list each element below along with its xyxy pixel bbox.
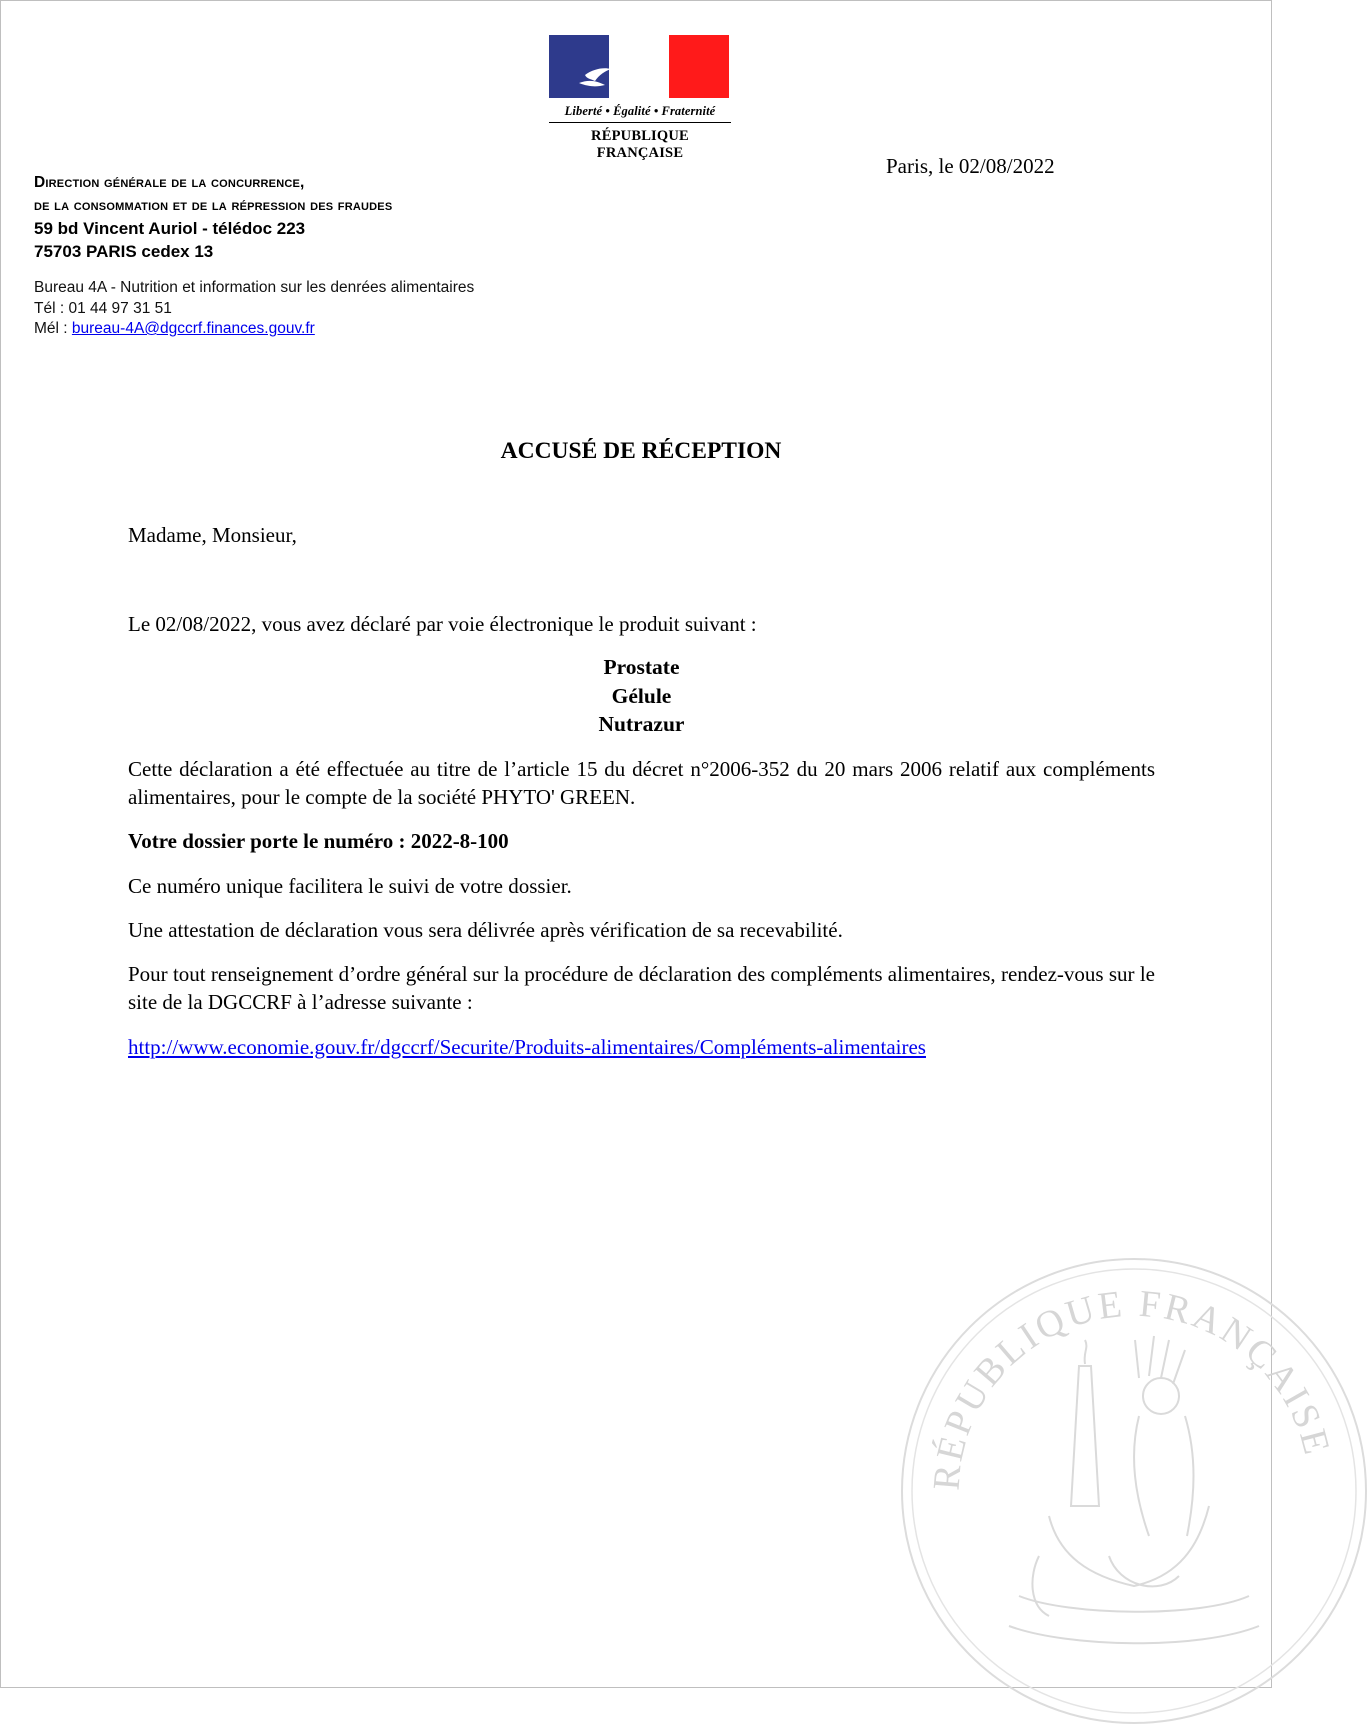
product-name: Prostate <box>603 655 680 679</box>
intro-paragraph: Le 02/08/2022, vous avez déclaré par voie électronique le produit suivant : <box>128 612 757 636</box>
bureau-email-line <box>34 319 474 340</box>
dossier-number: Votre dossier porte le numéro : 2022-8-100 <box>128 829 509 853</box>
sender-line-3: 59 bd Vincent Auriol - télédoc 223 <box>34 219 306 238</box>
logo-motto: Liberté • Égalité • Fraternité <box>564 104 716 118</box>
bureau-email-link[interactable]: bureau-4A@dgccrf.finances.gouv.fr <box>71 320 315 337</box>
unique-number-paragraph: Ce numéro unique facilitera le suivi de votre dossier. <box>128 874 572 898</box>
republique-francaise-logo <box>549 35 731 162</box>
letter-date: Paris, le 02/08/2022 <box>886 154 1055 178</box>
product-block <box>128 653 1155 739</box>
seal-text: RÉPUBLIQUE FRANÇAISE <box>925 1282 1339 1492</box>
product-brand: Nutrazur <box>598 712 685 736</box>
sender-line-2: de la consommation et de la répression des fraudes <box>34 197 393 214</box>
sender-line-1: Direction générale de la concurrence, <box>34 174 305 191</box>
dgccrf-url-link[interactable]: http://www.economie.gouv.fr/dgccrf/Securite/Produits-alimentaires/Compléments-alimentaires <box>128 1035 926 1059</box>
declaration-paragraph: Cette déclaration a été effectuée au titre de l’article 15 du décret n°2006-352 du 20 mars 2006 relatif aux compléments alimentaires, pour le compte de la société PHYTO' GREEN. <box>128 757 1155 809</box>
bureau-phone: Tél : 01 44 97 31 51 <box>34 299 172 317</box>
dgccrf-url-line <box>128 1033 1155 1061</box>
logo-divider <box>549 122 731 123</box>
sender-line-4: 75703 PARIS cedex 13 <box>34 242 214 261</box>
document-title: ACCUSÉ DE RÉCEPTION <box>500 438 782 464</box>
greeting: Madame, Monsieur, <box>128 523 297 547</box>
svg-text:RÉPUBLIQUE FRANÇAISE <box>926 1283 1339 1492</box>
attestation-paragraph: Une attestation de déclaration vous sera délivrée après vérification de sa recevabilité. <box>128 918 843 942</box>
bureau-email-label: Mél : <box>34 320 72 337</box>
sender-address <box>34 171 392 263</box>
product-form: Gélule <box>611 683 672 708</box>
logo-name: RÉPUBLIQUE FRANÇAISE <box>591 128 689 161</box>
republique-seal-watermark-icon <box>899 1256 1369 1726</box>
marianne-flag-icon <box>549 35 729 98</box>
info-paragraph: Pour tout renseignement d’ordre général sur la procédure de déclaration des compléments alimentaires, rendez-vous sur le site de la DGCCRF à l’adresse suivante : <box>128 962 1155 1014</box>
bureau-contact <box>34 278 474 340</box>
bureau-name: Bureau 4A - Nutrition et information sur les denrées alimentaires <box>34 279 475 296</box>
